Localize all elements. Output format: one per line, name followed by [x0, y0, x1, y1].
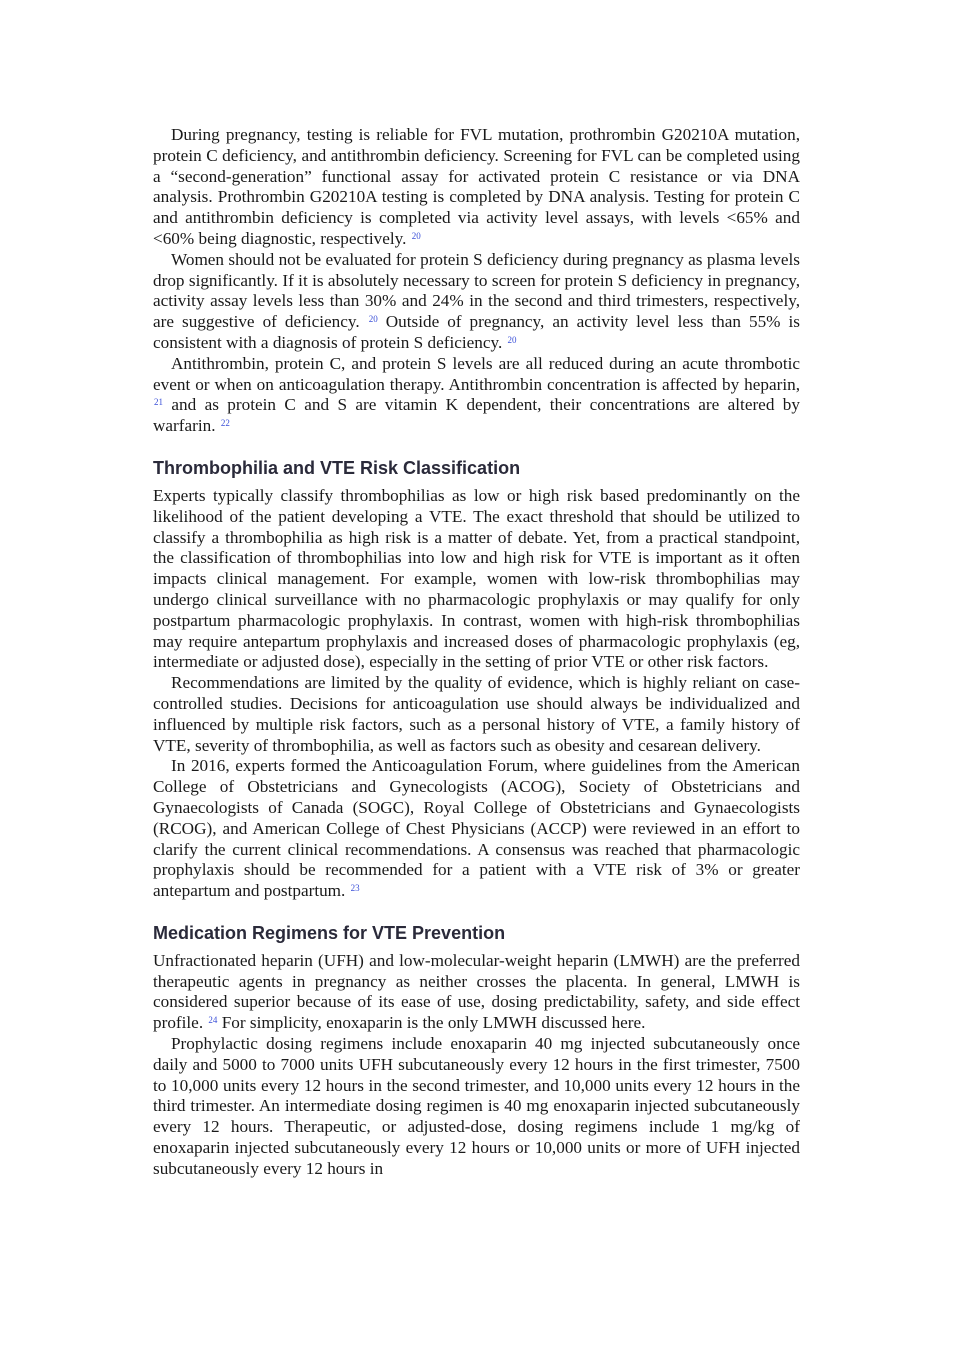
paragraph-heparin [153, 951, 800, 1034]
section-heading-risk-classification: Thrombophilia and VTE Risk Classification [153, 457, 521, 478]
paragraph-recommendations: Recommendations are limited by the quality of evidence, which is highly reliant on case-controlled studies. Decisions for anticoagulation use should always be individualized and influenced by multiple risk factors, such as a personal history of VTE, a family history of VTE, severity of thrombophilia, as well as factors such as obesity and cesarean delivery. [153, 673, 800, 755]
citation-link[interactable]: 21 [154, 397, 163, 408]
paragraph-protein-s [153, 250, 800, 354]
section-heading-medication-regimens: Medication Regimens for VTE Prevention [153, 922, 506, 943]
paragraph-text: During pregnancy, testing is reliable for FVL mutation, prothrombin G20210A mutation, protein C deficiency, and antithrombin deficiency. Screening for FVL can be completed using a “second-generation” functional assay for activated protein C resistance or via DNA analysis. Prothrombin G20210A testing is completed by DNA analysis. Testing for protein C and antithrombin deficiency is completed via activity level assays, with levels <65% and <60% being diagnostic, respectively. [153, 125, 800, 248]
paragraph-anticoagulation-forum [153, 756, 800, 902]
paragraph-anticoagulant-effects [153, 354, 800, 437]
citation-link[interactable]: 22 [220, 418, 230, 429]
article-body [153, 125, 800, 1180]
paragraph-dosing-regimens: Prophylactic dosing regimens include enoxaparin 40 mg injected subcutaneously once daily and 5000 to 7000 units UFH subcutaneously every 12 hours in the first trimester, 7500 to 10,000 units every 12 hours in the second trimester, and 10,000 units every 12 hours in the third trimester. An intermediate dosing regimen is 40 mg enoxaparin injected subcutaneously every 12 hours. Therapeutic, or adjusted-dose, dosing regimens include 1 mg/kg of enoxaparin injected subcutaneously every 12 hours or 10,000 units or more of UFH injected subcutaneously every 12 hours in [153, 1034, 800, 1178]
paragraph-text: Outside of pregnancy, an activity level less than 55% is consistent with a diagnosis of protein S deficiency. [153, 312, 800, 352]
paragraph-text: In 2016, experts formed the Anticoagulation Forum, where guidelines from the American College of Obstetricians and Gynecologists (ACOG), Society of Obstetricians and Gynaecologists of Canada (SOGC), Royal College of Obstetricians and Gynaecologists (RCOG), and American College of Chest Physicians (ACCP) were reviewed in an effort to clarify the current clinical recommendations. A consensus was reached that pharmacologic prophylaxis should be recommended for a patient with a VTE risk of 3% or greater antepartum and postpartum. [153, 756, 800, 901]
citation-link[interactable]: 24 [208, 1015, 218, 1026]
paragraph-text: Unfractionated heparin (UFH) and low-molecular-weight heparin (LMWH) are the preferred therapeutic agents in pregnancy as neither crosses the placenta. In general, LMWH is considered superior because of its ease of use, dosing predictability, safety, and side effect profile. [153, 950, 800, 1033]
citation-link[interactable]: 20 [368, 314, 378, 325]
citation-link[interactable]: 20 [507, 335, 517, 346]
paragraph-text: Antithrombin, protein C, and protein S levels are all reduced during an acute thrombotic event or when on anticoagulation therapy. Antithrombin concentration is affected by heparin, [153, 353, 800, 394]
paragraph-text: Women should not be evaluated for protein S deficiency during pregnancy as plasma levels drop significantly. If it is absolutely necessary to screen for protein S deficiency in pregnancy, activity assay levels less than 30% and 24% in the second and third trimesters, respectively, are suggestive of deficiency. [153, 249, 800, 332]
paragraph-testing-in-pregnancy [153, 125, 800, 250]
citation-link[interactable]: 20 [411, 231, 421, 242]
paragraph-text: and as protein C and S are vitamin K dependent, their concentrations are altered by warfarin. [153, 395, 800, 436]
citation-link[interactable]: 23 [350, 883, 360, 894]
paragraph-risk-classification: Experts typically classify thrombophilias as low or high risk based predominantly on the likelihood of the patient developing a VTE. The exact threshold that should be utilized to classify a thrombophilia as high risk is a matter of debate. Yet, from a practical standpoint, the classification of thrombophilias into low and high risk for VTE is important as it often impacts clinical management. For example, women with low-risk thrombophilias may undergo clinical surveillance with no pharmacologic prophylaxis or may qualify for only postpartum pharmacologic prophylaxis. In contrast, women with high-risk thrombophilias may require antepartum prophylaxis and increased doses of pharmacologic prophylaxis (eg, intermediate or adjusted dose), especially in the setting of prior VTE or other risk factors. [153, 485, 800, 672]
paragraph-text: For simplicity, enoxaparin is the only LMWH discussed here. [217, 1013, 646, 1033]
